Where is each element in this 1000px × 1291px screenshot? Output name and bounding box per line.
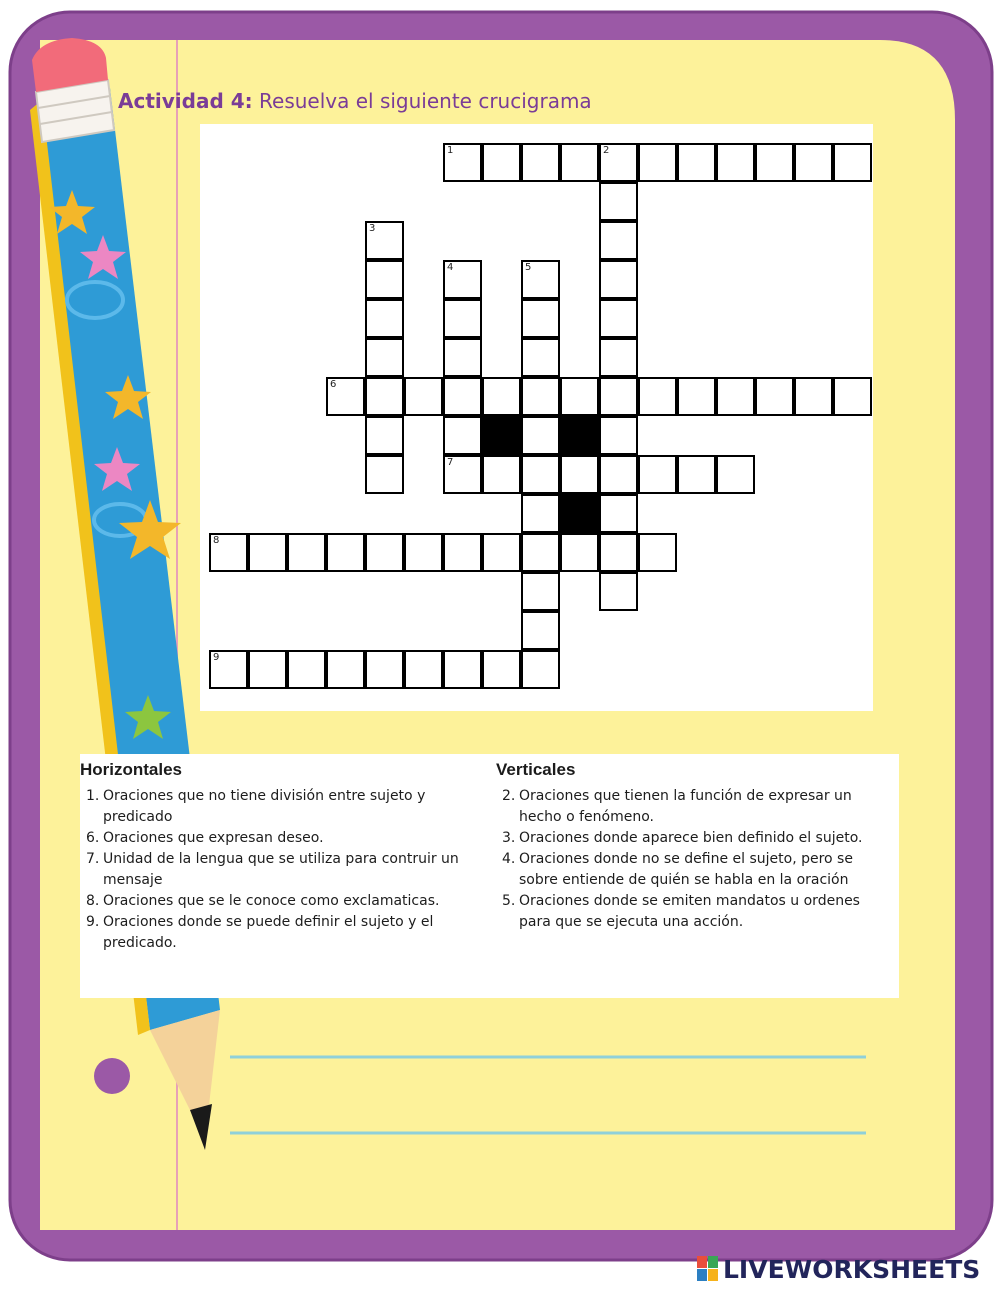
binder-hole: [94, 1058, 130, 1094]
crossword-cell[interactable]: [560, 455, 599, 494]
horizontal-list: [80, 786, 480, 954]
crossword-grid: [200, 124, 873, 711]
crossword-cell[interactable]: [599, 455, 638, 494]
crossword-cell[interactable]: [248, 650, 287, 689]
crossword-cell[interactable]: [443, 416, 482, 455]
clue-text: Oraciones que expresan deseo.: [103, 830, 324, 846]
crossword-cell[interactable]: [404, 650, 443, 689]
crossword-cell[interactable]: [794, 143, 833, 182]
crossword-cell[interactable]: [443, 533, 482, 572]
brand-name: LIVEWORKSHEETS: [723, 1254, 981, 1284]
crossword-cell[interactable]: [599, 221, 638, 260]
crossword-cell[interactable]: [521, 650, 560, 689]
clue-number-label: 5: [525, 262, 532, 273]
crossword-cell[interactable]: [482, 650, 521, 689]
crossword-cell[interactable]: [287, 650, 326, 689]
crossword-cell[interactable]: [716, 455, 755, 494]
crossword-cell[interactable]: [599, 416, 638, 455]
vertical-list: [496, 786, 896, 933]
crossword-cell[interactable]: [443, 377, 482, 416]
crossword-cell[interactable]: [599, 182, 638, 221]
liveworksheets-logo-icon: [697, 1256, 719, 1282]
crossword-cell[interactable]: [365, 221, 404, 260]
clues-panel: [80, 754, 899, 998]
crossword-cell[interactable]: [404, 533, 443, 572]
clue-number-label: 7: [447, 457, 454, 468]
crossword-cell[interactable]: [560, 533, 599, 572]
crossword-cell[interactable]: [560, 143, 599, 182]
crossword-cell[interactable]: [716, 377, 755, 416]
clue-number: 5.: [502, 893, 516, 909]
crossword-cell[interactable]: [482, 455, 521, 494]
crossword-cell[interactable]: [599, 299, 638, 338]
crossword-cell[interactable]: [287, 533, 326, 572]
clue-number: 8.: [86, 893, 100, 909]
crossword-cell[interactable]: [521, 338, 560, 377]
horizontal-clues: [80, 760, 480, 954]
crossword-block: [560, 494, 599, 533]
clue-number: 4.: [502, 851, 516, 867]
crossword-cell[interactable]: [326, 650, 365, 689]
crossword-cell[interactable]: [716, 143, 755, 182]
clue-text: Oraciones que tienen la función de expresar un hecho o fenómeno.: [519, 788, 852, 825]
crossword-cell[interactable]: [521, 455, 560, 494]
crossword-cell[interactable]: [365, 377, 404, 416]
crossword-cell[interactable]: [443, 143, 482, 182]
crossword-cell[interactable]: [482, 533, 521, 572]
crossword-cell[interactable]: [677, 455, 716, 494]
crossword-cell[interactable]: [599, 260, 638, 299]
crossword-cell[interactable]: [755, 377, 794, 416]
clue-number-label: 8: [213, 535, 220, 546]
clue-number: 2.: [502, 788, 516, 804]
clue-item: [80, 828, 480, 849]
crossword-cell[interactable]: [443, 260, 482, 299]
crossword-cell[interactable]: [482, 377, 521, 416]
clue-text: Oraciones donde aparece bien definido el sujeto.: [519, 830, 863, 846]
clue-item: [496, 891, 896, 933]
crossword-block: [560, 416, 599, 455]
crossword-cell[interactable]: [755, 143, 794, 182]
crossword-cell[interactable]: [365, 455, 404, 494]
clue-text: Oraciones donde se emiten mandatos u ordenes para que se ejecuta una acción.: [519, 893, 860, 930]
crossword-cell[interactable]: [482, 143, 521, 182]
clue-number: 9.: [86, 914, 100, 930]
clue-item: [80, 786, 480, 828]
crossword-cell[interactable]: [248, 533, 287, 572]
clue-number: 7.: [86, 851, 100, 867]
clue-item: [80, 912, 480, 954]
clue-text: Unidad de la lengua que se utiliza para contruir un mensaje: [103, 851, 459, 888]
crossword-cell[interactable]: [209, 533, 248, 572]
clue-text: Oraciones que no tiene división entre sujeto y predicado: [103, 788, 426, 825]
clue-number-label: 6: [330, 379, 337, 390]
crossword-cell[interactable]: [521, 611, 560, 650]
crossword-cell[interactable]: [443, 650, 482, 689]
crossword-cell[interactable]: [521, 572, 560, 611]
activity-title: [118, 89, 592, 113]
crossword-cell[interactable]: [599, 533, 638, 572]
crossword-cell[interactable]: [521, 533, 560, 572]
activity-instruction: Resuelva el siguiente crucigrama: [259, 89, 592, 113]
clue-text: Oraciones que se le conoce como exclamaticas.: [103, 893, 440, 909]
crossword-cell[interactable]: [365, 533, 404, 572]
brand-footer: [697, 1254, 980, 1284]
crossword-cell[interactable]: [443, 455, 482, 494]
crossword-cell[interactable]: [521, 377, 560, 416]
crossword-cell[interactable]: [638, 533, 677, 572]
clue-item: [496, 786, 896, 828]
crossword-cell[interactable]: [599, 572, 638, 611]
crossword-cell[interactable]: [521, 143, 560, 182]
crossword-cell[interactable]: [209, 650, 248, 689]
crossword-cell[interactable]: [521, 416, 560, 455]
clue-number: 1.: [86, 788, 100, 804]
crossword-cell[interactable]: [599, 494, 638, 533]
crossword-cell[interactable]: [560, 377, 599, 416]
clue-item: [496, 849, 896, 891]
crossword-cell[interactable]: [521, 494, 560, 533]
crossword-cell[interactable]: [443, 299, 482, 338]
clue-item: [80, 849, 480, 891]
clue-number-label: 4: [447, 262, 454, 273]
crossword-cell[interactable]: [794, 377, 833, 416]
crossword-block: [482, 416, 521, 455]
clue-text: Oraciones donde no se define el sujeto, pero se sobre entiende de quién se habla en la oración: [519, 851, 853, 888]
crossword-cell[interactable]: [521, 299, 560, 338]
crossword-cell[interactable]: [443, 338, 482, 377]
vertical-clues: [496, 760, 896, 933]
crossword-cell[interactable]: [677, 377, 716, 416]
clue-number-label: 1: [447, 145, 454, 156]
crossword-cell[interactable]: [599, 377, 638, 416]
clue-text: Oraciones donde se puede definir el sujeto y el predicado.: [103, 914, 434, 951]
crossword-cell[interactable]: [404, 377, 443, 416]
crossword-cell[interactable]: [365, 260, 404, 299]
clue-number: 3.: [502, 830, 516, 846]
crossword-cell[interactable]: [638, 377, 677, 416]
crossword-cell[interactable]: [599, 338, 638, 377]
horizontal-heading: Horizontales: [80, 760, 183, 779]
crossword-cell[interactable]: [599, 143, 638, 182]
crossword-cell[interactable]: [833, 377, 872, 416]
activity-label: Actividad 4:: [118, 89, 253, 113]
crossword-cell[interactable]: [638, 455, 677, 494]
clue-item: [80, 891, 480, 912]
crossword-cell[interactable]: [521, 260, 560, 299]
crossword-cell[interactable]: [326, 377, 365, 416]
crossword-cell[interactable]: [365, 416, 404, 455]
crossword-cell[interactable]: [833, 143, 872, 182]
crossword-cell[interactable]: [365, 650, 404, 689]
clue-number-label: 2: [603, 145, 610, 156]
crossword-cell[interactable]: [365, 338, 404, 377]
crossword-cell[interactable]: [365, 299, 404, 338]
clue-number: 6.: [86, 830, 100, 846]
clue-number-label: 9: [213, 652, 220, 663]
vertical-heading: Verticales: [496, 760, 576, 779]
clue-item: [496, 828, 896, 849]
crossword-cell[interactable]: [326, 533, 365, 572]
clue-number-label: 3: [369, 223, 376, 234]
crossword-cell[interactable]: [638, 143, 677, 182]
crossword-cell[interactable]: [677, 143, 716, 182]
